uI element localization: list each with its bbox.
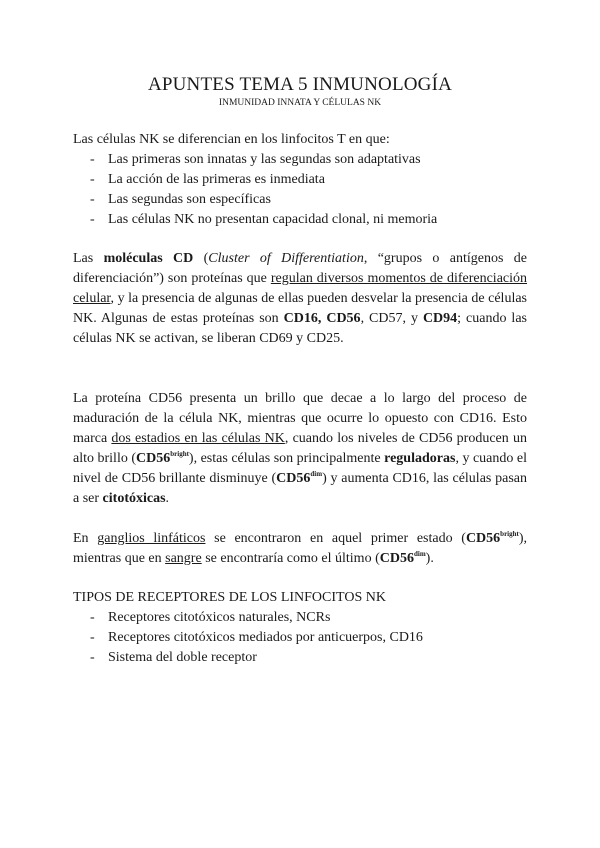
list-item: - Las células NK no presentan capacidad clonal, ni memoria [73, 210, 527, 230]
section-receptors [73, 588, 527, 668]
section-nk-vs-t [73, 130, 527, 230]
list-item: - Receptores citotóxicos mediados por anticuerpos, CD16 [73, 628, 527, 648]
list-dash: - [90, 610, 95, 625]
section-cd-molecules [73, 249, 527, 349]
paragraph-cd56-stages: La proteína CD56 presenta un brillo que decae a lo largo del proceso de maduración de la célula NK, mientras que ocurre lo opuesto con CD16. Esto marca dos estadios en las células NK, cuando los niveles de CD56 producen un alto brillo $(CD56^{bright})$, estas células son principalmente reguladoras, y cuando el nivel de CD56 brillante disminuye $(CD56^{dim})$ y aumenta CD16, las células pasan a ser citotóxicas. [73, 391, 528, 506]
section-heading: TIPOS DE RECEPTORES DE LOS LINFOCITOS NK [73, 590, 386, 605]
list-item: - La acción de las primeras es inmediata [73, 170, 527, 190]
list-dash: - [90, 212, 95, 227]
paragraph-cd-molecules: Las moléculas CD (Cluster of Differentiation, “grupos o antígenos de diferenciación”) son proteínas que regulan diversos momentos de diferenciación celular, y la presencia de algunas de ellas pueden desvelar la presencia de células NK. Algunas de estas proteínas son CD16, CD56, CD57, y CD94; cuando las células NK se activan, se liberan CD69 y CD25. [73, 251, 528, 346]
paragraph-location: En ganglios linfáticos se encontraron en aquel primer estado $(CD56^{bright})$, mientras que en sangre se encontraría como el último $(CD56^{dim})$. [73, 530, 528, 566]
section-location [73, 529, 527, 569]
list-item: - Las segundas son específicas [73, 190, 527, 210]
list-dash: - [90, 630, 95, 645]
section-cd56-stages [73, 389, 527, 509]
list-item: - Receptores citotóxicos naturales, NCRs [73, 608, 527, 628]
receptor-list [73, 608, 527, 668]
list-item: - Sistema del doble receptor [73, 648, 527, 668]
list-item: - Las primeras son innatas y las segundas son adaptativas [73, 150, 527, 170]
page-title: APUNTES TEMA 5 INMUNOLOGÍA [147, 74, 453, 95]
list-dash: - [90, 650, 95, 665]
page-subtitle: INMUNIDAD INNATA Y CÉLULAS NK [218, 98, 382, 108]
section-intro: Las células NK se diferencian en los linfocitos T en que: [73, 132, 390, 147]
list-dash: - [90, 172, 95, 187]
list-dash: - [90, 152, 95, 167]
difference-list [73, 150, 527, 230]
list-dash: - [90, 192, 95, 207]
